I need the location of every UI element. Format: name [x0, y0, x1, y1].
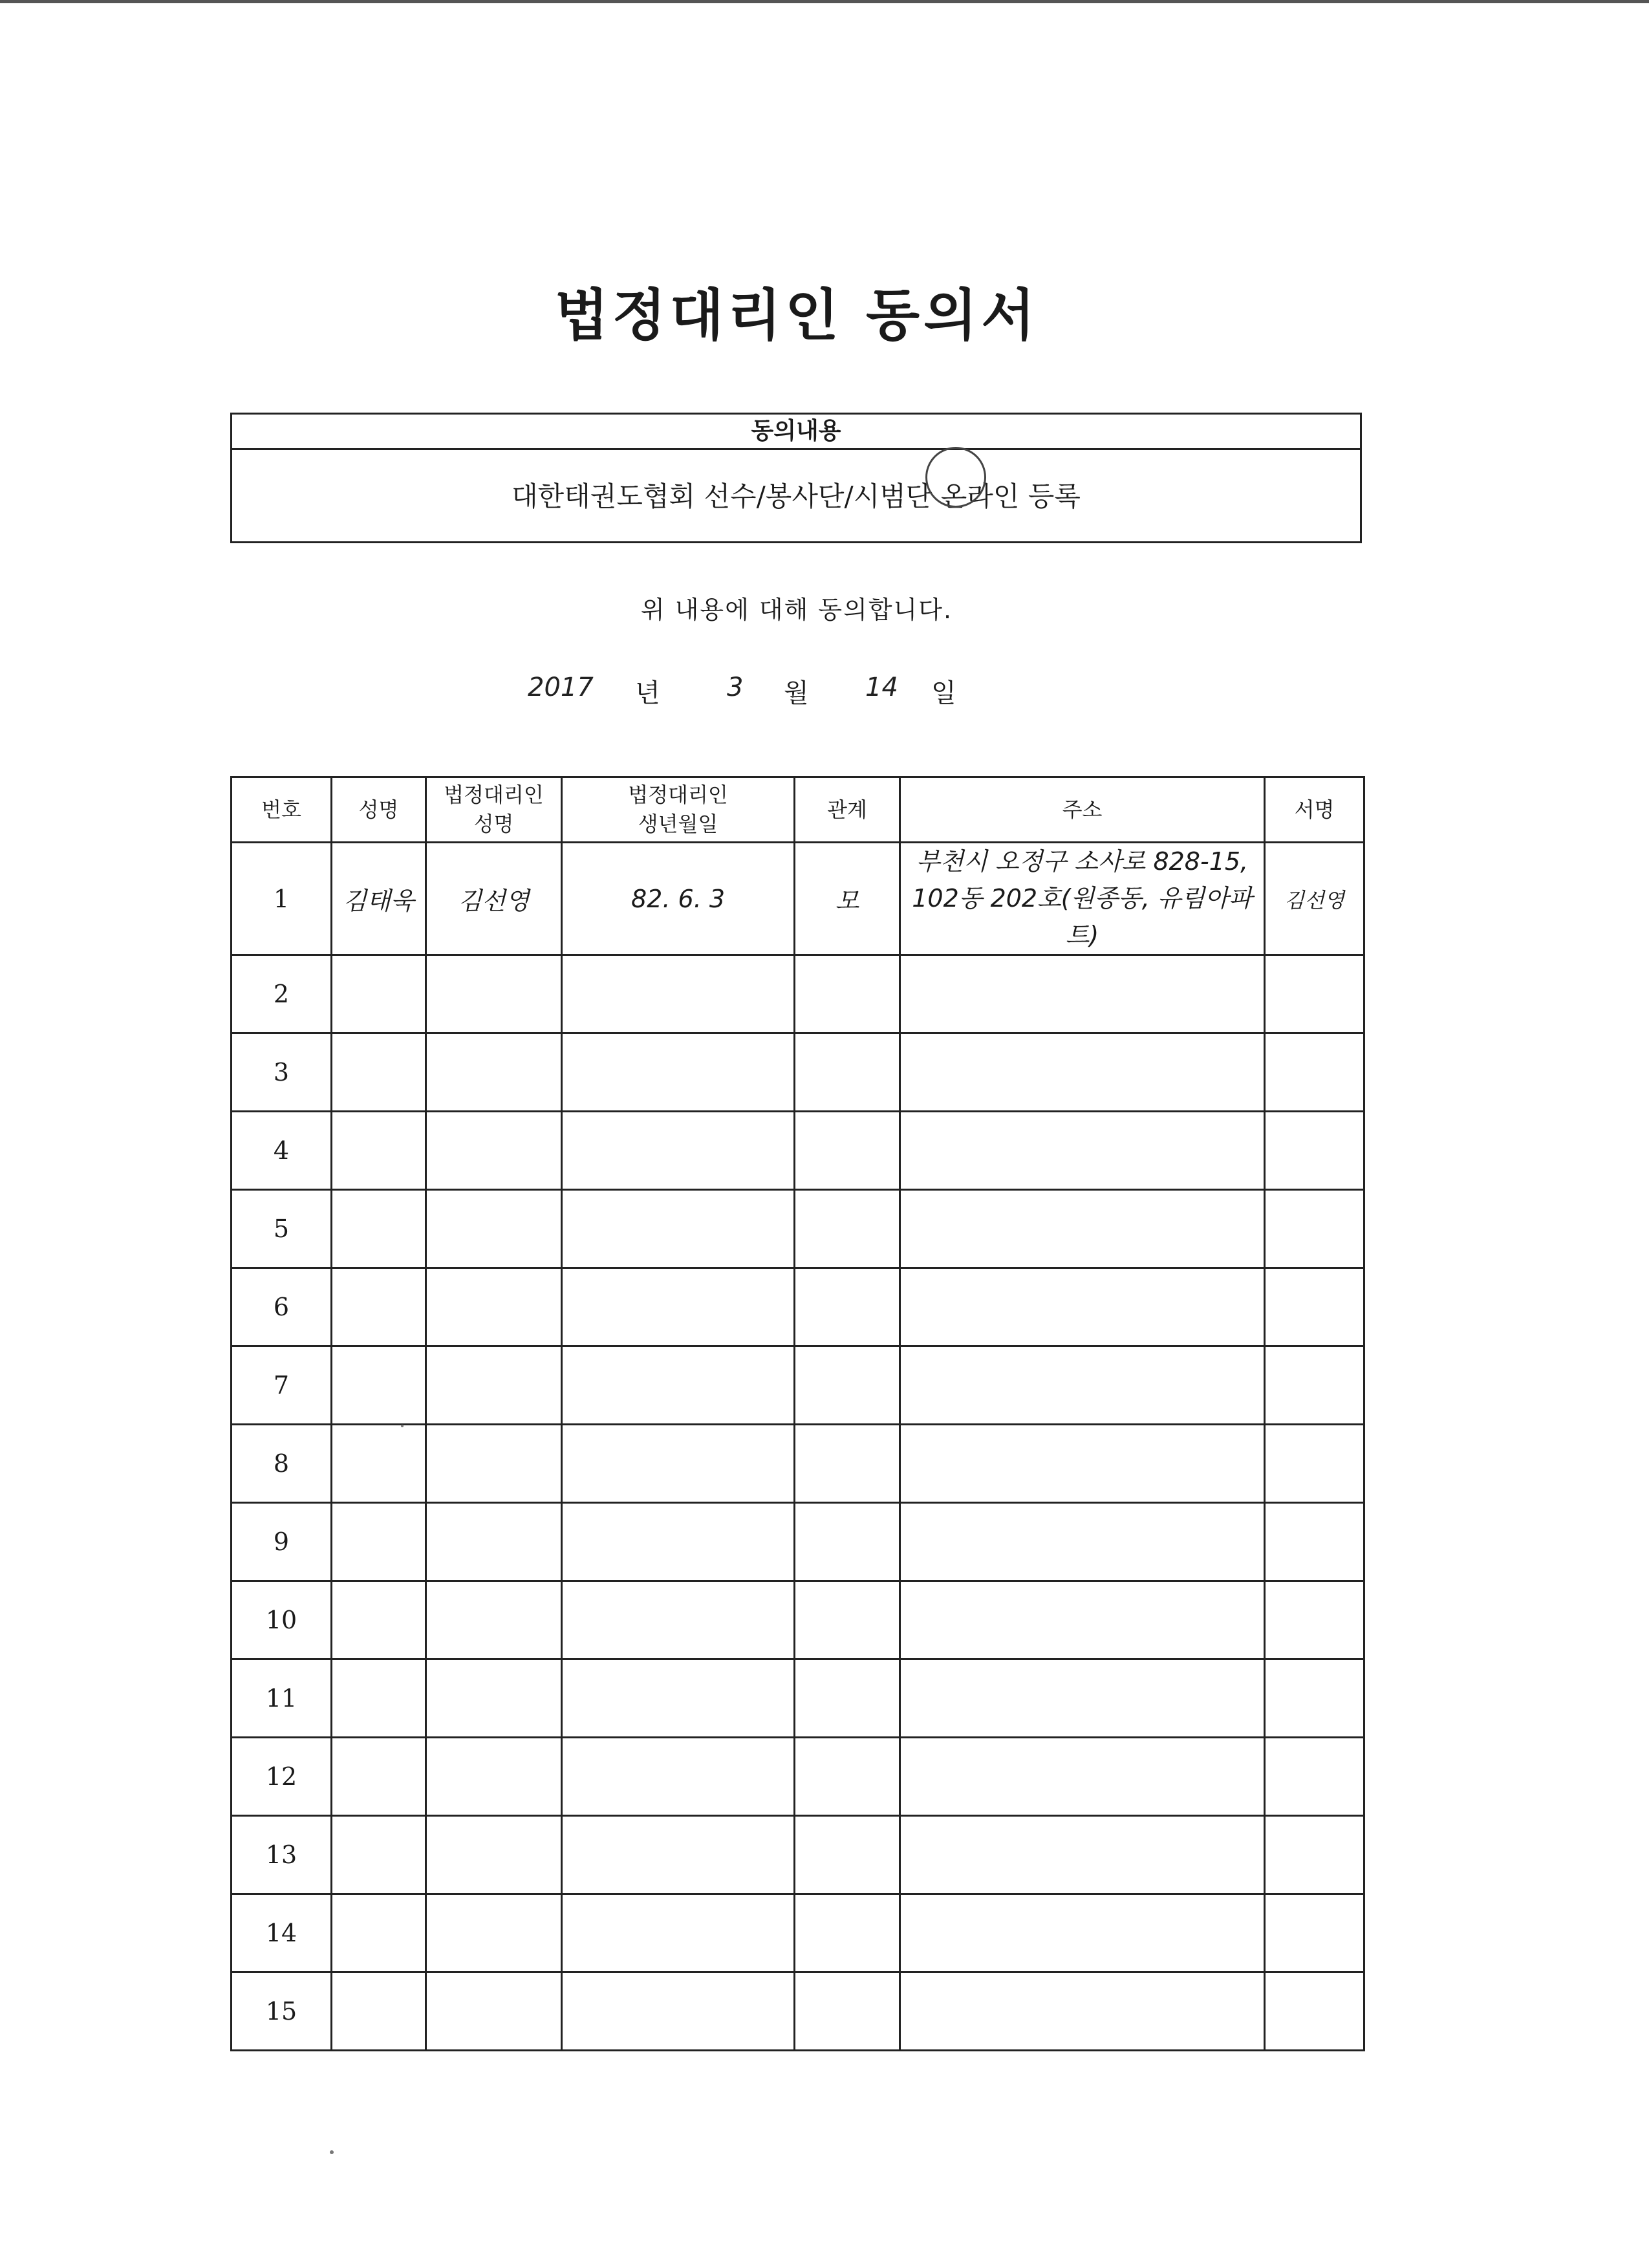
row-rep-name [426, 1738, 562, 1816]
row-relation [795, 1894, 900, 1972]
row-name [332, 1816, 426, 1894]
table-row [232, 1503, 1364, 1581]
row-signature [1265, 1659, 1364, 1738]
row-rep-birth [562, 1816, 795, 1894]
row-relation: 모 [795, 843, 900, 955]
row-signature [1265, 1738, 1364, 1816]
row-name [332, 1425, 426, 1503]
row-no: 12 [232, 1738, 332, 1816]
row-address-line2: 102동 202호(원종동, 유림아파트) [912, 884, 1253, 949]
row-signature [1265, 1190, 1364, 1268]
consent-content [232, 450, 1360, 543]
header-relation: 관계 [795, 777, 900, 843]
row-address [900, 843, 1265, 955]
table-row [232, 1425, 1364, 1503]
row-relation [795, 1503, 900, 1581]
row-relation [795, 1738, 900, 1816]
row-address [900, 955, 1265, 1033]
row-rep-name [426, 1033, 562, 1112]
row-signature [1265, 1268, 1364, 1346]
row-no: 4 [232, 1112, 332, 1190]
header-rep-name-line2: 성명 [473, 812, 514, 836]
row-address [900, 1503, 1265, 1581]
row-rep-birth [562, 1503, 795, 1581]
row-no: 10 [232, 1581, 332, 1659]
row-no: 15 [232, 1972, 332, 2051]
row-rep-birth [562, 1425, 795, 1503]
row-address [900, 1190, 1265, 1268]
row-address [900, 1581, 1265, 1659]
row-relation [795, 1972, 900, 2051]
row-rep-name [426, 1816, 562, 1894]
handwritten-circle-mark [925, 447, 986, 508]
row-relation [795, 1112, 900, 1190]
row-name [332, 1346, 426, 1425]
row-rep-name [426, 1659, 562, 1738]
row-relation [795, 1346, 900, 1425]
consent-text-selected: 선수 [704, 481, 757, 512]
header-address: 주소 [900, 777, 1265, 843]
row-relation [795, 1425, 900, 1503]
row-address [900, 1659, 1265, 1738]
row-name [332, 1581, 426, 1659]
scan-top-edge [0, 0, 1649, 3]
row-address [900, 1894, 1265, 1972]
header-rep-birth-line2: 생년월일 [638, 812, 718, 836]
row-relation [795, 1816, 900, 1894]
row-relation [795, 1659, 900, 1738]
row-rep-birth [562, 955, 795, 1033]
row-rep-name [426, 955, 562, 1033]
table-row [232, 1033, 1364, 1112]
row-name [332, 1972, 426, 2051]
table-row [232, 1581, 1364, 1659]
header-rep-name-line1: 법정대리인 [444, 783, 544, 808]
table-row [232, 1894, 1364, 1972]
row-rep-name [426, 1894, 562, 1972]
row-name [332, 1112, 426, 1190]
header-rep-name [426, 777, 562, 843]
row-rep-name [426, 1503, 562, 1581]
row-no: 5 [232, 1190, 332, 1268]
row-rep-name [426, 1581, 562, 1659]
row-address [900, 1738, 1265, 1816]
row-name [332, 1268, 426, 1346]
row-signature [1265, 1894, 1364, 1972]
header-no: 번호 [232, 777, 332, 843]
row-rep-name [426, 1112, 562, 1190]
row-address [900, 1972, 1265, 2051]
row-no: 6 [232, 1268, 332, 1346]
consent-text-before: 대한태권도협회 [512, 481, 704, 512]
date-day: 14 [865, 673, 898, 702]
header-signature: 서명 [1265, 777, 1364, 843]
row-name [332, 1190, 426, 1268]
row-rep-birth [562, 1738, 795, 1816]
row-rep-birth [562, 1972, 795, 2051]
document-title: 법정대리인 동의서 [554, 283, 1039, 348]
row-name [332, 955, 426, 1033]
row-address-line1: 부천시 오정구 소사로 828-15, [916, 847, 1249, 876]
table-row [232, 1112, 1364, 1190]
table-row [232, 1190, 1364, 1268]
row-signature [1265, 1346, 1364, 1425]
row-name [332, 1503, 426, 1581]
row-relation [795, 1190, 900, 1268]
row-signature: 김선영 [1265, 843, 1364, 955]
registration-table [230, 776, 1365, 2051]
row-no: 9 [232, 1503, 332, 1581]
row-rep-birth [562, 1268, 795, 1346]
row-rep-birth [562, 1581, 795, 1659]
row-rep-name [426, 1268, 562, 1346]
agreement-statement: 위 내용에 대해 동의합니다. [640, 596, 953, 624]
table-header-row [232, 777, 1364, 843]
row-name [332, 1659, 426, 1738]
row-no: 11 [232, 1659, 332, 1738]
row-signature [1265, 1581, 1364, 1659]
row-rep-name [426, 1425, 562, 1503]
date-month-label: 월 [784, 678, 809, 708]
row-rep-birth [562, 1112, 795, 1190]
row-relation [795, 1581, 900, 1659]
row-signature [1265, 1425, 1364, 1503]
row-no: 13 [232, 1816, 332, 1894]
row-signature [1265, 955, 1364, 1033]
row-no: 8 [232, 1425, 332, 1503]
row-address [900, 1268, 1265, 1346]
header-rep-birth [562, 777, 795, 843]
row-address [900, 1033, 1265, 1112]
row-name [332, 1033, 426, 1112]
row-rep-birth [562, 1190, 795, 1268]
scan-speck [330, 2150, 334, 2154]
row-signature [1265, 1816, 1364, 1894]
row-rep-name [426, 1972, 562, 2051]
row-signature [1265, 1503, 1364, 1581]
row-signature [1265, 1033, 1364, 1112]
table-row [232, 1738, 1364, 1816]
row-no: 3 [232, 1033, 332, 1112]
row-name [332, 1738, 426, 1816]
table-row [232, 1659, 1364, 1738]
row-relation [795, 1268, 900, 1346]
row-no: 2 [232, 955, 332, 1033]
row-rep-birth [562, 1033, 795, 1112]
consent-text-after: /봉사단/시범단 온라인 등록 [756, 481, 1081, 512]
consent-header: 동의내용 [232, 415, 1360, 450]
row-address [900, 1346, 1265, 1425]
row-address [900, 1816, 1265, 1894]
table-row [232, 1816, 1364, 1894]
row-rep-name [426, 1346, 562, 1425]
table-row [232, 1346, 1364, 1425]
row-address [900, 1425, 1265, 1503]
date-month: 3 [727, 673, 744, 702]
row-rep-name: 김선영 [426, 843, 562, 955]
row-rep-birth [562, 1346, 795, 1425]
consent-box [230, 413, 1362, 543]
row-name [332, 1894, 426, 1972]
row-rep-birth: 82. 6. 3 [562, 843, 795, 955]
header-name: 성명 [332, 777, 426, 843]
row-signature [1265, 1112, 1364, 1190]
date-year: 2017 [528, 673, 594, 702]
row-signature [1265, 1972, 1364, 2051]
table-row [232, 843, 1364, 955]
table-row [232, 1972, 1364, 2051]
date-day-label: 일 [931, 678, 956, 708]
scan-speck [401, 1425, 404, 1427]
row-no: 14 [232, 1894, 332, 1972]
table-row [232, 1268, 1364, 1346]
row-relation [795, 1033, 900, 1112]
row-rep-birth [562, 1894, 795, 1972]
date-year-label: 년 [635, 678, 660, 708]
table-row [232, 955, 1364, 1033]
row-no: 1 [232, 843, 332, 955]
row-name: 김태욱 [332, 843, 426, 955]
row-relation [795, 955, 900, 1033]
row-rep-name [426, 1190, 562, 1268]
row-address [900, 1112, 1265, 1190]
row-rep-birth [562, 1659, 795, 1738]
header-rep-birth-line1: 법정대리인 [628, 783, 728, 808]
row-no: 7 [232, 1346, 332, 1425]
